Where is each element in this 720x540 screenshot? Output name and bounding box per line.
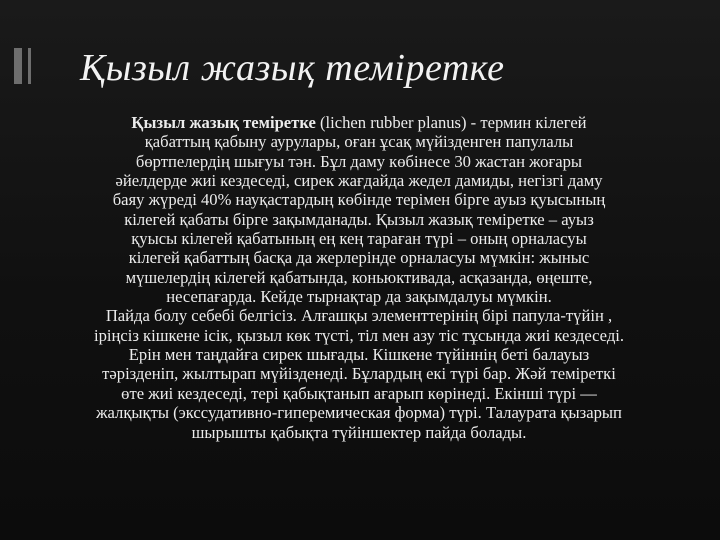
title-accent-bar: [14, 48, 22, 84]
body-line: тәрізденіп, жылтырап мүйізденеді. Бұлардың екі түрі бар. Жәй теміреткі: [102, 364, 616, 384]
body-line: баяу жүреді 40% науқастардың көбінде терімен бірге ауыз қуысының: [112, 190, 606, 210]
body-line: жалқықты (экссудативно-гиперемическая форма) түрі. Талаурата қызарып: [96, 403, 622, 423]
body-line: өте жиі кездеседі, тері қабықтанып ағарып көрінеді. Екінші түрі —: [121, 383, 597, 403]
body-line: іріңсіз кішкене ісік, қызыл көк түсті, тіл мен азу тіс тұсында жиі кездеседі.: [93, 325, 625, 345]
body-line: қуысы кілегей қабатының ең кең тараған түрі – оның орналасуы: [131, 229, 587, 249]
body-line: бөртпелердің шығуы тән. Бұл даму көбінесе 30 жастан жоғары: [135, 151, 583, 171]
slide-title: Қызыл жазық теміретке: [80, 47, 505, 89]
line-text: (lichen rubber planus) - термин кілегей: [315, 113, 587, 132]
body-line: Пайда болу себебі белгісіз. Алғашқы элементтерінің бірі папула-түйін ,: [105, 306, 613, 326]
body-line: мүшелердің кілегей қабатында, коньюктивада, асқазанда, өңеште,: [125, 267, 593, 287]
term-bold: Қызыл жазық теміретке: [131, 113, 316, 132]
body-line: [20, 113, 698, 132]
body-line: қабаттың қабыну аурулары, оған ұсақ мүйізденген папулалы: [144, 132, 574, 152]
body-line: кілегей қабаты бірге зақымданады. Қызыл жазық теміретке – ауыз: [124, 209, 594, 229]
body-line: әйелдерде жиі кездеседі, сирек жағдайда жедел дамиды, негізгі даму: [115, 171, 603, 191]
body-text: [20, 113, 698, 442]
body-line: несепағарда. Кейде тырнақтар да зақымдалуы мүмкін.: [166, 287, 552, 307]
body-line: Ерін мен таңдайға сирек шығады. Кішкене түйіннің беті балауыз: [128, 345, 590, 365]
body-line: шырышты қабықта түйіншектер пайда болады.: [191, 422, 527, 442]
body-line: кілегей қабаттың басқа да жерлерінде орналасуы мүмкін: жыныс: [128, 248, 590, 268]
title-accent-line: [28, 48, 31, 84]
